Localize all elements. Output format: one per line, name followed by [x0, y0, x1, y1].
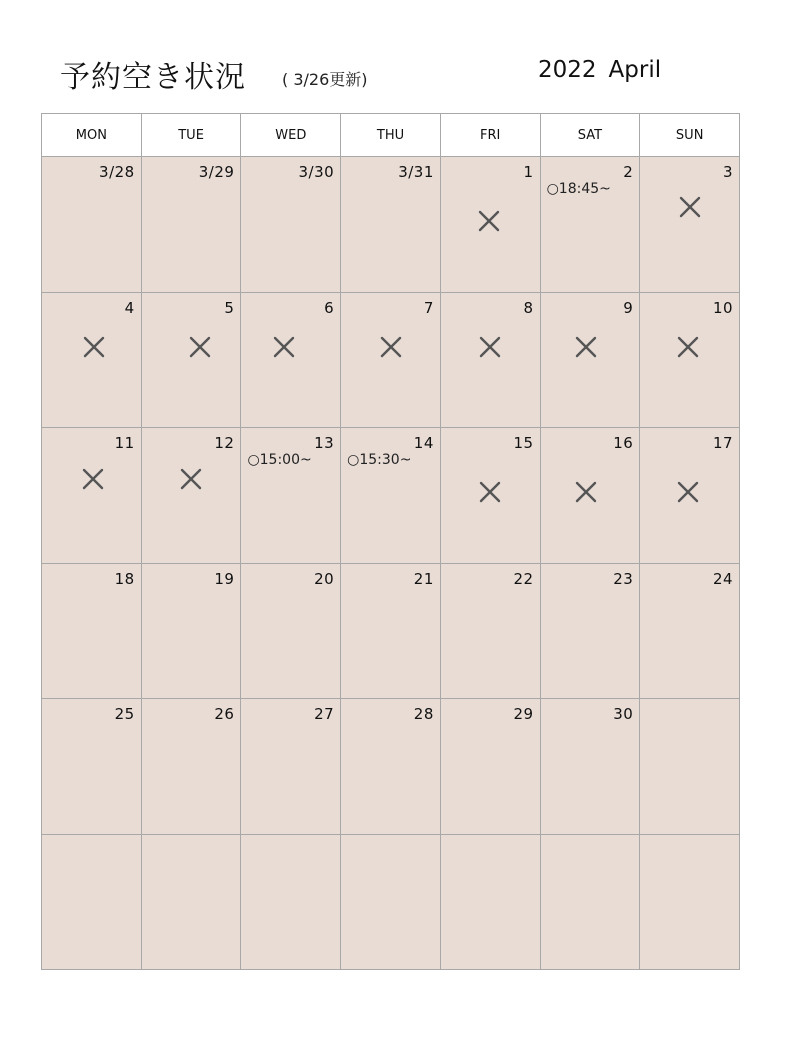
month-name-label: April: [608, 57, 662, 83]
day-number: 28: [413, 705, 434, 723]
calendar-week: [42, 428, 740, 564]
cross-mark-icon: [574, 335, 598, 359]
calendar-day-cell: [341, 699, 441, 835]
day-number: 15: [513, 434, 534, 452]
cross-mark-icon: [188, 335, 212, 359]
day-number: 1: [523, 163, 534, 181]
year-label: 2022: [538, 57, 597, 83]
cross-mark-icon: [676, 335, 700, 359]
available-time-slot: ○15:30~: [347, 452, 412, 468]
day-number: 21: [413, 569, 434, 588]
day-number: 3/29: [198, 163, 235, 181]
calendar-grid: [41, 113, 740, 970]
calendar-week: [42, 293, 740, 429]
day-number: 8: [523, 298, 534, 317]
cross-mark-icon: [81, 467, 105, 491]
day-number: 24: [712, 569, 734, 588]
weekday-wed: WED: [241, 114, 341, 157]
day-number: 3: [722, 163, 734, 181]
calendar-day-cell: [341, 835, 441, 971]
day-number: 2: [623, 163, 634, 181]
calendar-day-cell: [142, 835, 242, 971]
calendar-day-cell: [640, 564, 740, 700]
calendar-day-cell: [640, 699, 740, 835]
calendar-day-cell: [640, 157, 740, 293]
calendar-day-cell: [441, 157, 541, 293]
day-number: 12: [214, 434, 235, 452]
calendar-day-cell: [42, 699, 142, 835]
cross-mark-icon: [379, 335, 403, 359]
day-number: 10: [712, 298, 734, 317]
day-number: 3/28: [99, 163, 135, 181]
calendar-day-cell: [541, 428, 641, 564]
calendar-day-cell: [42, 428, 142, 564]
calendar-day-cell: [142, 157, 242, 293]
calendar-day-cell: [441, 564, 541, 700]
weekday-header-row: [42, 114, 740, 157]
day-number: 5: [224, 298, 235, 317]
calendar-day-cell: [541, 157, 641, 293]
day-number: 29: [513, 705, 534, 723]
calendar-day-cell: [640, 428, 740, 564]
calendar-week: [42, 564, 740, 700]
cross-mark-icon: [82, 335, 106, 359]
calendar-day-cell: [441, 293, 541, 429]
cross-mark-icon: [478, 480, 502, 504]
calendar-day-cell: [541, 564, 641, 700]
weekday-sun: SUN: [640, 114, 740, 157]
calendar-day-cell: [142, 293, 242, 429]
calendar-day-cell: [241, 293, 341, 429]
day-number: 16: [613, 434, 634, 452]
calendar-day-cell: [541, 835, 641, 971]
day-number: 30: [613, 705, 634, 723]
calendar-week: [42, 699, 740, 835]
calendar-day-cell: [341, 428, 441, 564]
calendar-day-cell: [441, 835, 541, 971]
cross-mark-icon: [272, 335, 296, 359]
calendar-day-cell: [640, 293, 740, 429]
day-number: 20: [314, 569, 335, 588]
weeks-container: [42, 157, 740, 970]
calendar-day-cell: [541, 293, 641, 429]
day-number: 11: [114, 434, 135, 452]
day-number: 17: [712, 434, 734, 452]
day-number: 4: [124, 298, 135, 317]
calendar-day-cell: [142, 699, 242, 835]
day-number: 25: [114, 705, 135, 723]
page-title: 予約空き状況: [60, 60, 246, 95]
cross-mark-icon: [574, 480, 598, 504]
weekday-sat: SAT: [541, 114, 641, 157]
cross-mark-icon: [676, 480, 700, 504]
calendar-day-cell: [42, 293, 142, 429]
day-number: 22: [513, 569, 534, 588]
weekday-thu: THU: [341, 114, 441, 157]
day-number: 9: [623, 298, 634, 317]
day-number: 23: [613, 569, 634, 588]
day-number: 27: [314, 705, 335, 723]
calendar-day-cell: [441, 428, 541, 564]
calendar-day-cell: [142, 428, 242, 564]
cross-mark-icon: [478, 335, 502, 359]
calendar-day-cell: [341, 564, 441, 700]
cross-mark-icon: [179, 467, 203, 491]
month-label: [538, 57, 661, 83]
day-number: 18: [114, 569, 135, 588]
calendar-day-cell: [42, 564, 142, 700]
day-number: 14: [413, 434, 434, 452]
calendar-day-cell: [341, 293, 441, 429]
calendar-week: [42, 835, 740, 971]
available-time-slot: ○15:00~: [247, 452, 312, 468]
calendar-day-cell: [441, 699, 541, 835]
cross-mark-icon: [678, 195, 702, 219]
updated-note: ( 3/26更新): [282, 70, 368, 89]
day-number: 19: [214, 569, 235, 588]
cross-mark-icon: [477, 209, 501, 233]
calendar-day-cell: [42, 835, 142, 971]
calendar-day-cell: [241, 835, 341, 971]
calendar-day-cell: [541, 699, 641, 835]
calendar-week: [42, 157, 740, 293]
weekday-mon: MON: [42, 114, 142, 157]
day-number: 13: [314, 434, 335, 452]
day-number: 6: [324, 298, 335, 317]
weekday-fri: FRI: [441, 114, 541, 157]
calendar-day-cell: [341, 157, 441, 293]
calendar-day-cell: [241, 564, 341, 700]
calendar-day-cell: [241, 157, 341, 293]
calendar-day-cell: [42, 157, 142, 293]
calendar-day-cell: [241, 699, 341, 835]
available-time-slot: ○18:45~: [546, 181, 611, 197]
day-number: 26: [214, 705, 235, 723]
day-number: 3/30: [298, 163, 335, 181]
calendar-day-cell: [241, 428, 341, 564]
weekday-tue: TUE: [142, 114, 242, 157]
calendar-day-cell: [142, 564, 242, 700]
calendar-day-cell: [640, 835, 740, 971]
day-number: 7: [423, 298, 434, 317]
day-number: 3/31: [398, 163, 434, 181]
